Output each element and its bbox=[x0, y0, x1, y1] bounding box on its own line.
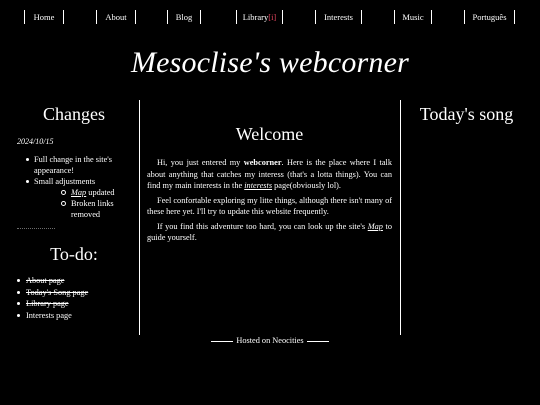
welcome-paragraph-2: Feel confortable exploring my litte things, although there isn't many of these here yet. I'll try to update this website frequently. bbox=[147, 195, 392, 216]
list-item bbox=[34, 198, 134, 220]
scroll-cutoff bbox=[17, 228, 55, 232]
list-item bbox=[14, 154, 134, 176]
p1-bold: webcorner bbox=[243, 158, 282, 167]
right-column bbox=[404, 104, 529, 125]
p3-text-b: to guide yourself. bbox=[147, 221, 392, 242]
change-item-2: Small adjustments bbox=[34, 177, 96, 186]
main-column bbox=[147, 124, 392, 247]
todo-item-2: Today's Song page bbox=[26, 287, 89, 297]
todo-item-1: About page bbox=[26, 276, 65, 285]
map-link[interactable]: Map bbox=[71, 188, 87, 197]
changes-list bbox=[14, 154, 134, 220]
map-link-main[interactable]: Map bbox=[367, 221, 383, 231]
todo-heading: To-do: bbox=[50, 244, 98, 264]
list-item bbox=[14, 176, 134, 220]
nav-blog[interactable] bbox=[167, 10, 201, 24]
column-divider-right bbox=[400, 100, 401, 335]
nav-about-label: About bbox=[105, 12, 127, 22]
footer-text: Hosted on Neocities bbox=[236, 336, 304, 345]
nav-library[interactable] bbox=[236, 10, 283, 24]
todo-item-4: Interests page bbox=[26, 310, 72, 320]
nav-music-label: Music bbox=[402, 12, 424, 22]
nav-portugues-label: Português bbox=[472, 12, 507, 22]
nav-interests[interactable] bbox=[315, 10, 362, 24]
change-item-1: Full change in the site's appearance! bbox=[34, 155, 112, 175]
nav-portugues[interactable] bbox=[464, 10, 515, 24]
footer bbox=[0, 336, 540, 345]
p3-text-a: If you find this adventure too hard, you can look up the site's bbox=[157, 221, 368, 231]
map-updated-text: updated bbox=[86, 188, 115, 197]
list-item bbox=[14, 287, 134, 299]
nav-music[interactable] bbox=[394, 10, 432, 24]
p1-text-a: Hi, you just entered my bbox=[157, 158, 244, 167]
welcome-paragraph-1 bbox=[147, 157, 392, 192]
welcome-heading: Welcome bbox=[235, 124, 304, 144]
top-nav bbox=[24, 10, 516, 26]
changes-sublist bbox=[34, 187, 134, 220]
p1-text-c: . Here is the place where I talk about anything that catches my interess (that's a lotta things). You can find my main interests in the bbox=[147, 158, 392, 190]
footer-dash-left bbox=[211, 341, 233, 342]
nav-interests-label: Interests bbox=[324, 12, 353, 22]
todays-song-heading: Today's song bbox=[419, 104, 514, 124]
column-divider-left bbox=[139, 100, 140, 335]
list-item bbox=[34, 187, 134, 198]
nav-about[interactable] bbox=[96, 10, 136, 24]
nav-blog-label: Blog bbox=[175, 12, 193, 22]
changes-heading: Changes bbox=[43, 104, 105, 124]
p1-text-d: page(obviously lol). bbox=[272, 181, 341, 190]
footer-dash-right bbox=[307, 341, 329, 342]
list-item bbox=[14, 275, 134, 287]
changes-date: 2024/10/15 bbox=[17, 137, 54, 146]
welcome-paragraph-3 bbox=[147, 221, 392, 244]
left-column bbox=[14, 104, 134, 321]
nav-library-label: Library bbox=[242, 12, 269, 22]
site-title: Mesoclise's webcorner bbox=[130, 46, 410, 79]
broken-links-text: Broken links removed bbox=[71, 199, 114, 219]
interests-link[interactable]: interests bbox=[244, 181, 273, 190]
nav-home-label: Home bbox=[33, 12, 55, 22]
todo-list bbox=[14, 275, 134, 321]
nav-library-mark: [i] bbox=[268, 12, 277, 22]
list-item bbox=[14, 298, 134, 310]
list-item bbox=[14, 310, 134, 322]
nav-home[interactable] bbox=[24, 10, 64, 24]
todo-item-3: Library page bbox=[26, 299, 69, 308]
